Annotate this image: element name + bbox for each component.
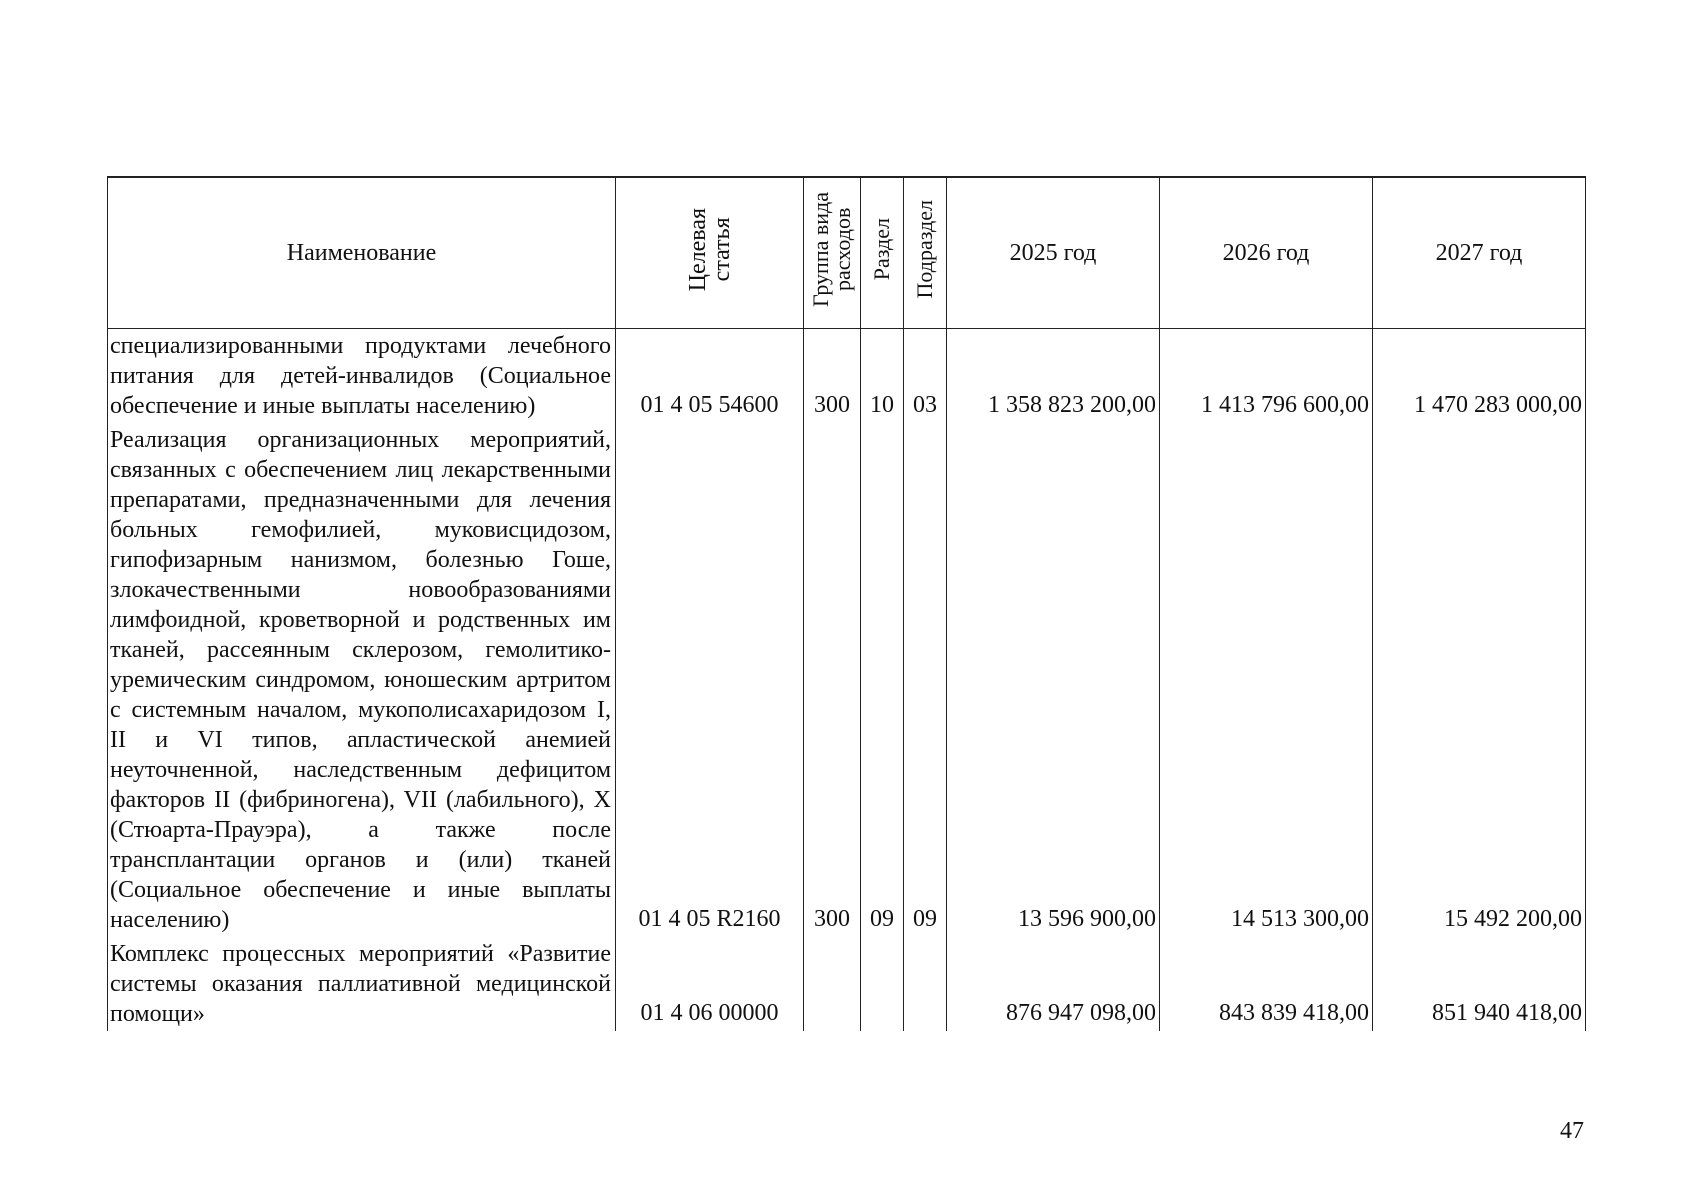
header-2027: 2027 год: [1373, 177, 1586, 329]
table-row: [108, 329, 1586, 424]
row-name: Комплекс процессных мероприятий «Развитие системы оказания паллиативной медицинской помощи»: [108, 937, 616, 1031]
header-group-line1: Группа вида: [808, 192, 833, 307]
header-name: Наименование: [108, 177, 616, 329]
budget-table: [107, 176, 1586, 1031]
row-expense-group: [804, 937, 861, 1031]
row-target-article: 01 4 05 54600: [616, 329, 804, 424]
header-target-line2: статья: [708, 217, 735, 282]
row-name: специализированными продуктами лечебного питания для детей-инвалидов (Социальное обеспечение и иные выплаты населению): [108, 329, 616, 424]
row-amount-2027: 1 470 283 000,00: [1373, 329, 1586, 424]
row-subsection: [904, 937, 947, 1031]
row-target-article: 01 4 05 R2160: [616, 423, 804, 937]
row-amount-2025: 13 596 900,00: [947, 423, 1160, 937]
row-amount-2025: 876 947 098,00: [947, 937, 1160, 1031]
header-2026: 2026 год: [1160, 177, 1373, 329]
row-subsection: 03: [904, 329, 947, 424]
table-header-row: [108, 177, 1586, 329]
header-section: Раздел: [861, 177, 904, 329]
table-row: [108, 937, 1586, 1031]
table-row: [108, 423, 1586, 937]
row-target-article: 01 4 06 00000: [616, 937, 804, 1031]
row-section: 09: [861, 423, 904, 937]
header-subsection: Подраздел: [904, 177, 947, 329]
row-expense-group: 300: [804, 423, 861, 937]
row-amount-2026: 14 513 300,00: [1160, 423, 1373, 937]
row-amount-2026: 1 413 796 600,00: [1160, 329, 1373, 424]
row-section: [861, 937, 904, 1031]
row-amount-2027: 851 940 418,00: [1373, 937, 1586, 1031]
row-subsection: 09: [904, 423, 947, 937]
header-group-line2: расходов: [830, 207, 855, 292]
row-amount-2025: 1 358 823 200,00: [947, 329, 1160, 424]
header-target-article: [616, 177, 804, 329]
header-2025: 2025 год: [947, 177, 1160, 329]
row-name: Реализация организационных мероприятий, связанных с обеспечением лиц лекарственными препаратами, предназначенными для лечения больных гемофилией, муковисцидозом, гипофизарным нанизмом, болезнью Гоше, злокачественными новообразованиями лимфоидной, кроветворной и родственных им тканей, рассеянным склерозом, гемолитико-уремическим синдромом, юношеским артритом с системным началом, мукополисахаридозом I, II и VI типов, апластической анемией неуточненной, наследственным дефицитом факторов II (фибриногена), VII (лабильного), X (Стюарта-Прауэра), а также после трансплантации органов и (или) тканей (Социальное обеспечение и иные выплаты населению): [108, 423, 616, 937]
row-amount-2027: 15 492 200,00: [1373, 423, 1586, 937]
row-expense-group: 300: [804, 329, 861, 424]
row-section: 10: [861, 329, 904, 424]
header-expense-group: [804, 177, 861, 329]
header-target-line1: Целевая: [684, 207, 711, 292]
row-amount-2026: 843 839 418,00: [1160, 937, 1373, 1031]
page-number: 47: [1560, 1118, 1584, 1144]
